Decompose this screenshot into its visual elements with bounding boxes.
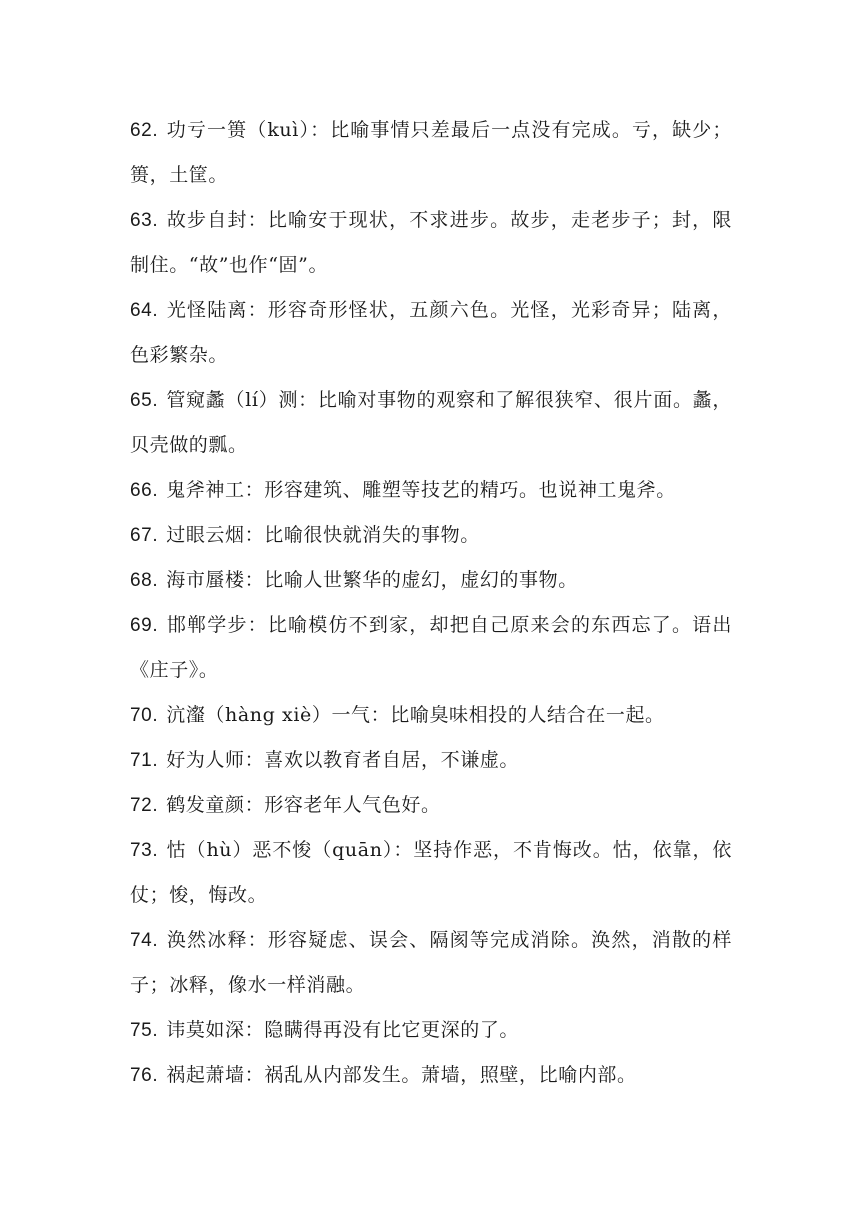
entry-65 — [130, 378, 732, 468]
entry-number: 70. — [130, 705, 159, 726]
entry-75 — [130, 1008, 732, 1053]
entry-number: 65. — [130, 390, 159, 411]
entry-text: 光怪陆离：形容奇形怪状，五颜六色。光怪，光彩奇异；陆离，色彩繁杂。 — [130, 299, 732, 366]
entry-text: 讳莫如深：隐瞒得再没有比它更深的了。 — [166, 1019, 520, 1041]
entry-text: 好为人师：喜欢以教育者自居，不谦虚。 — [166, 749, 520, 771]
entry-text: 管窥蠡（lí）测：比喻对事物的观察和了解很狭窄、很片面。蠡，贝壳做的瓢。 — [130, 389, 732, 456]
entry-72 — [130, 783, 732, 828]
entry-text: 怙（hù）恶不悛（quān）：坚持作恶，不肯悔改。怙，依靠，依仗；悛，悔改。 — [130, 839, 732, 906]
entry-number: 62. — [130, 120, 159, 141]
entry-text: 过眼云烟：比喻很快就消失的事物。 — [166, 524, 480, 546]
entry-text: 海市蜃楼：比喻人世繁华的虚幻，虚幻的事物。 — [166, 569, 578, 591]
entry-number: 71. — [130, 750, 159, 771]
entry-number: 67. — [130, 525, 159, 546]
entry-63 — [130, 198, 732, 288]
entry-text: 沆瀣（hàng xiè）一气：比喻臭味相投的人结合在一起。 — [166, 704, 665, 726]
entry-text: 祸起萧墙：祸乱从内部发生。萧墙，照壁，比喻内部。 — [166, 1064, 637, 1086]
entry-64 — [130, 288, 732, 378]
entry-71 — [130, 738, 732, 783]
entry-number: 75. — [130, 1020, 159, 1041]
entry-67 — [130, 513, 732, 558]
entry-76 — [130, 1053, 732, 1098]
entry-number: 69. — [130, 615, 159, 636]
entry-text: 涣然冰释：形容疑虑、误会、隔阂等完成消除。涣然，消散的样子；冰释，像水一样消融。 — [130, 929, 732, 996]
entry-66 — [130, 468, 732, 513]
entry-number: 66. — [130, 480, 159, 501]
entry-number: 63. — [130, 210, 159, 231]
entry-number: 76. — [130, 1065, 159, 1086]
entry-62 — [130, 108, 732, 198]
entry-text: 鹤发童颜：形容老年人气色好。 — [166, 794, 441, 816]
entry-number: 73. — [130, 840, 159, 861]
entry-number: 64. — [130, 300, 159, 321]
entry-text: 鬼斧神工：形容建筑、雕塑等技艺的精巧。也说神工鬼斧。 — [166, 479, 676, 501]
entry-text: 功亏一篑（kuì）：比喻事情只差最后一点没有完成。亏，缺少；篑，土筐。 — [130, 119, 732, 186]
entry-text: 故步自封：比喻安于现状，不求进步。故步，走老步子；封，限制住。“故”也作“固”。 — [130, 209, 732, 276]
entry-73 — [130, 828, 732, 918]
entry-69 — [130, 603, 732, 693]
entry-68 — [130, 558, 732, 603]
entry-number: 74. — [130, 930, 159, 951]
entry-74 — [130, 918, 732, 1008]
entry-number: 68. — [130, 570, 159, 591]
entry-text: 邯郸学步：比喻模仿不到家，却把自己原来会的东西忘了。语出《庄子》。 — [130, 614, 732, 681]
entry-70 — [130, 693, 732, 738]
entry-number: 72. — [130, 795, 159, 816]
document-page — [130, 108, 732, 1098]
